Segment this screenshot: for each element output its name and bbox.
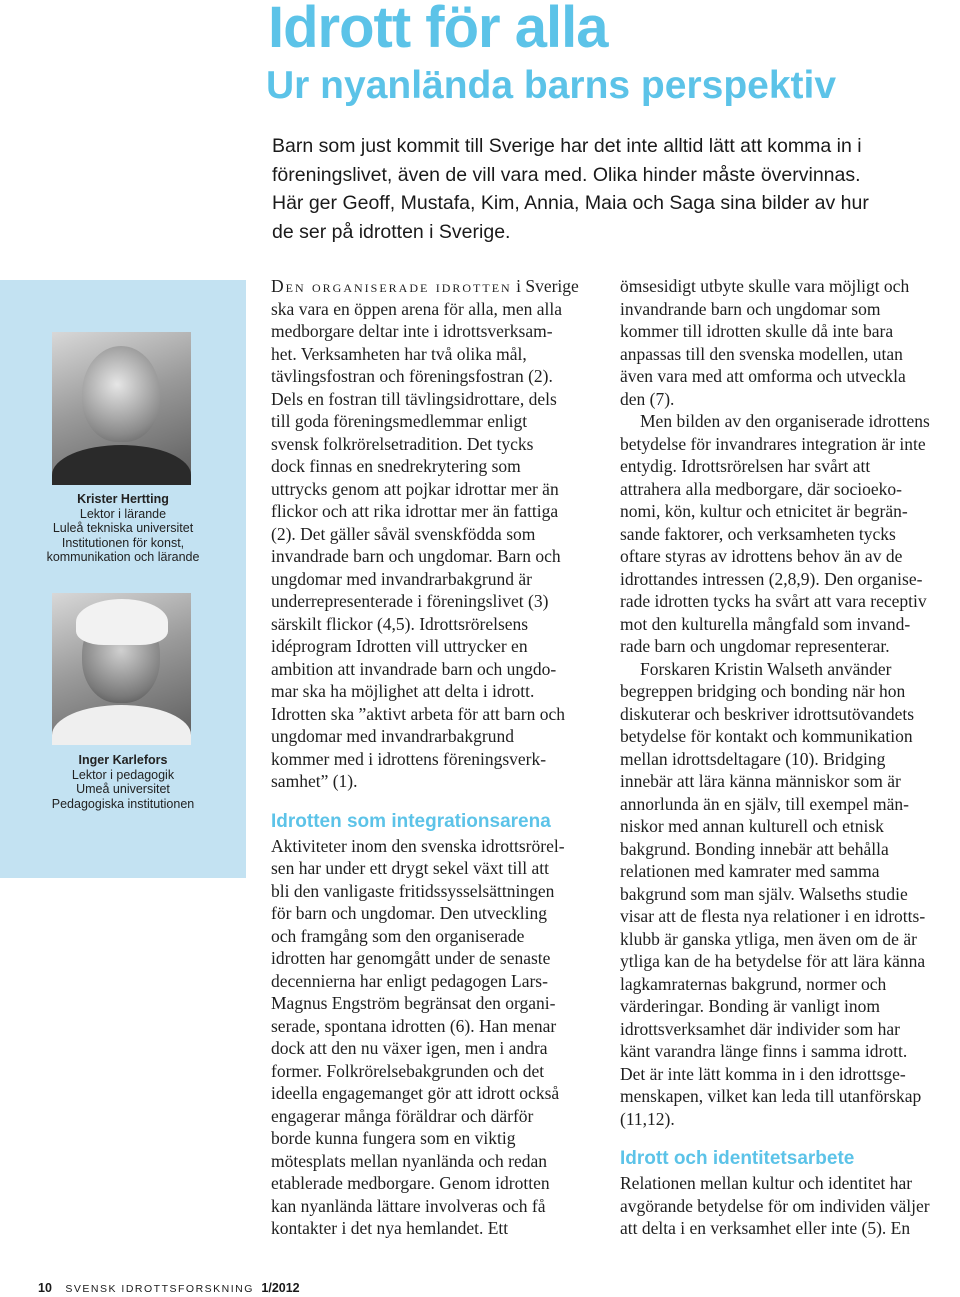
text-line: oftare styras av idrottens behov än av de: [620, 546, 903, 566]
text-line: rade idrotten tycks ha svårt att vara receptiv: [620, 591, 927, 611]
author-title: Lektor i lärande: [79, 506, 167, 521]
intro-line: de ser på idrotten i Sverige.: [272, 220, 511, 243]
page-number: 10: [38, 1281, 52, 1295]
author-department: kommunikation och lärande: [46, 550, 200, 565]
text-line: och framgång som den organiserade: [271, 925, 525, 946]
text-line: lagkamraternas bakgrund, normer och: [620, 973, 887, 994]
text-line: tävlingsfostran och föreningsfostran (2).: [271, 366, 553, 386]
text-line: Det är inte lätt komma in i den idrottsge-: [620, 1063, 906, 1084]
intro-line: Barn som just kommit till Sverige har det inte alltid lätt att komma in i: [272, 135, 862, 157]
text-line: mötesplats mellan nyanlända och redan: [271, 1150, 548, 1171]
text-line: diskuterar och beskriver idrottsutövandets: [620, 703, 915, 724]
text-line: svensk folkrörelsetradition. Det tycks: [271, 433, 534, 454]
author-sidebar: [0, 280, 246, 878]
text-line: uttrycks genom att pojkar idrottar mer än: [271, 478, 559, 499]
text-line: annorlunda än en själv, till exempel män-: [620, 793, 909, 814]
column-1-text-2: [271, 835, 611, 1240]
text-line: underrepresenterade i föreningslivet (3): [271, 591, 549, 611]
text-line: innebär att lära känna människor som är: [620, 771, 901, 791]
text-line: dock finnas en snedrekrytering som: [271, 456, 521, 476]
text-line: idrottsverksamhet där individer som har: [620, 1018, 900, 1039]
text-line: särskilt flickor (4,5). Idrottsrörelsens: [271, 613, 529, 634]
text-line: Idrotten ska ”aktivt arbeta för att barn och: [271, 703, 565, 724]
text-line: kommer med i idrottens föreningsverk-: [271, 748, 547, 769]
text-line: ambition att invandrade barn och ungdo-: [271, 658, 557, 679]
author-name: Krister Hertting: [77, 492, 169, 506]
text-line: Dels en fostran till tävlingsidrottare, dels: [271, 388, 557, 409]
text-line: engagerar många föräldrar och därför: [271, 1105, 534, 1126]
issue-number: 1/2012: [261, 1281, 300, 1295]
section-heading-identity: Idrott och identitetsarbete: [620, 1148, 855, 1169]
text-line: sande faktorer, och verksamheten tycks: [620, 523, 896, 544]
text-line: decennierna har enligt pedagogen Lars-: [271, 970, 548, 991]
author-photo-krister: [52, 332, 191, 485]
text-line: samhet” (1).: [271, 771, 358, 791]
author-affiliation: Luleå tekniska universitet: [52, 521, 194, 536]
article-title: Idrott för alla: [268, 0, 608, 60]
text-line: flickor och att rika idrottar mer än fattiga: [271, 501, 559, 521]
text-line: entydig. Idrottsrörelsen har svårt att: [620, 456, 871, 476]
text-line: Men bilden av den organiserade idrottens: [640, 411, 930, 431]
text-line: Magnus Engström begränsat den organi-: [271, 993, 556, 1013]
text-line: ömsesidigt utbyte skulle vara möjligt och: [620, 276, 910, 296]
author-department: Institutionen för konst,: [61, 535, 185, 550]
body-column-2: [620, 275, 960, 1240]
text-line: för barn och ungdomar. Den utveckling: [271, 903, 548, 923]
text-line: visar att de flesta nya relationer i en idrotts-: [620, 906, 926, 926]
text-line: former. Folkrörelsebakgrunden och det: [271, 1060, 545, 1081]
text-line: mar ska ha möjlighet att delta i idrott.: [271, 681, 535, 701]
text-line: ytliga kan de ha betydelse för att lära känna: [620, 951, 926, 971]
text-line: attrahera alla medborgare, där socioeko-: [620, 478, 902, 499]
text-line: ska vara en öppen arena för alla, men alla: [271, 298, 563, 319]
text-line: menskapen, vilket kan leda till utanförskap: [620, 1086, 922, 1106]
text-line: bli den vanligaste fritidssysselsättningen: [271, 880, 555, 901]
author-name: Inger Karlefors: [78, 753, 168, 767]
text-line: serade, spontana idrotten (6). Han menar: [271, 1015, 557, 1036]
author-affiliation: Umeå universitet: [76, 782, 170, 797]
text-line: kontakter i det nya hemlandet. Ett: [271, 1218, 509, 1238]
author-photo-inger: [52, 593, 191, 745]
text-line: avgörande betydelse för om individen väljer: [620, 1195, 930, 1216]
text-line: idrotten har genomgått under de senaste: [271, 948, 551, 968]
paragraph: [620, 658, 960, 1131]
text-line: medborgare deltar inte i idrottsverksam-: [271, 321, 553, 341]
publication-name: SVENSK IDROTTSFORSKNING: [65, 1283, 254, 1295]
text-line: (2). Det gäller såväl svenskfödda som: [271, 523, 536, 544]
paragraph: [620, 410, 960, 658]
text-line: mellan idrottsdeltagare (10). Bridging: [620, 748, 886, 769]
section-heading-integration: Idrotten som integrationsarena: [271, 810, 551, 832]
text-line: känt varandra länge finns i samma idrott.: [620, 1041, 908, 1061]
text-line: värderingar. Bonding är vanligt inom: [620, 996, 881, 1016]
text-line: idéprogram Idrotten vill uttrycker en: [271, 636, 528, 656]
text-line: till goda föreningsmedlemmar enligt: [271, 411, 528, 431]
text-line: niskor med annan kulturell och etnisk: [620, 816, 884, 836]
text-line: den (7).: [620, 388, 675, 409]
paragraph: [620, 275, 960, 410]
column-1-text: [271, 298, 611, 793]
intro-line: föreningslivet, även de vill vara med. Olika hinder måste övervinnas.: [272, 163, 861, 186]
intro-line: Här ger Geoff, Mustafa, Kim, Annia, Maia och Saga sina bilder av hur: [272, 192, 869, 214]
text-line: ungdomar med invandrarbakgrund är: [271, 568, 532, 589]
text-line: bakgrund. Bonding innebär att behålla: [620, 838, 889, 859]
text-line: idrottandes intressen (2,8,9). Den organise-: [620, 568, 923, 589]
author-department: Pedagogiska institutionen: [51, 796, 195, 811]
lead-in: Den organiserade idrotten: [271, 276, 512, 296]
text-line: även vara med att omforma och utveckla: [620, 366, 906, 386]
text-line: sen har under ett drygt sekel växt till att: [271, 858, 549, 878]
text-line: het. Verksamheten har två olika mål,: [271, 343, 527, 364]
text-line: nomi, kön, kultur och etnicitet är begrän-: [620, 501, 908, 521]
text-line: begreppen bridging och bonding när hon: [620, 681, 906, 701]
text-line: Aktiviteter inom den svenska idrottsrörel-: [271, 835, 565, 856]
text-line: att delta i en verksamhet eller inte (5). En: [620, 1218, 911, 1238]
text-line: mot den kulturella mångfald som invand-: [620, 613, 911, 634]
text-line: anpassas till den svenska modellen, utan: [620, 343, 903, 364]
text-line: invandrade barn och ungdomar. Barn och: [271, 546, 561, 566]
text-line: dock att den nu växer igen, men i andra: [271, 1038, 548, 1058]
text-line: ungdomar med invandrarbakgrund: [271, 726, 514, 746]
text-line: borde kunna fungera som en viktig: [271, 1128, 516, 1148]
lead-line: Den organiserade idrotten i Sverige: [271, 276, 579, 296]
body-column-1: [271, 275, 611, 1240]
text-line: kommer till idrotten skulle då inte bara: [620, 321, 894, 341]
text-line: ideella engagemanget gör att idrott också: [271, 1083, 560, 1103]
author-bio-krister: [0, 492, 246, 565]
text-line: invandrande barn och ungdomar som: [620, 298, 881, 319]
text-line: Relationen mellan kultur och identitet har: [620, 1173, 913, 1193]
intro-paragraph: [272, 132, 952, 246]
text-line: Forskaren Kristin Walseth använder: [640, 658, 892, 679]
text-line: klubb är ganska ytliga, men även om de är: [620, 928, 917, 949]
text-line: bakgrund som man själv. Walseths studie: [620, 883, 908, 904]
page-footer: [38, 1281, 300, 1295]
text-line: kan nyanlända lättare involveras och få: [271, 1195, 546, 1216]
text-line: (11,12).: [620, 1108, 675, 1129]
text-line: etablerade medborgare. Genom idrotten: [271, 1173, 550, 1193]
author-title: Lektor i pedagogik: [71, 767, 175, 782]
text-line: relationen med kamrater med samma: [620, 861, 880, 881]
article-subtitle: Ur nyanlända barns perspektiv: [266, 64, 837, 107]
text-line: rade barn och ungdomar representerar.: [620, 636, 890, 656]
paragraph: [620, 1172, 960, 1240]
author-bio-inger: [0, 753, 246, 811]
text-line: betydelse för kontakt och kommunikation: [620, 726, 913, 746]
text-line: betydelse för invandrares integration är inte: [620, 433, 926, 454]
